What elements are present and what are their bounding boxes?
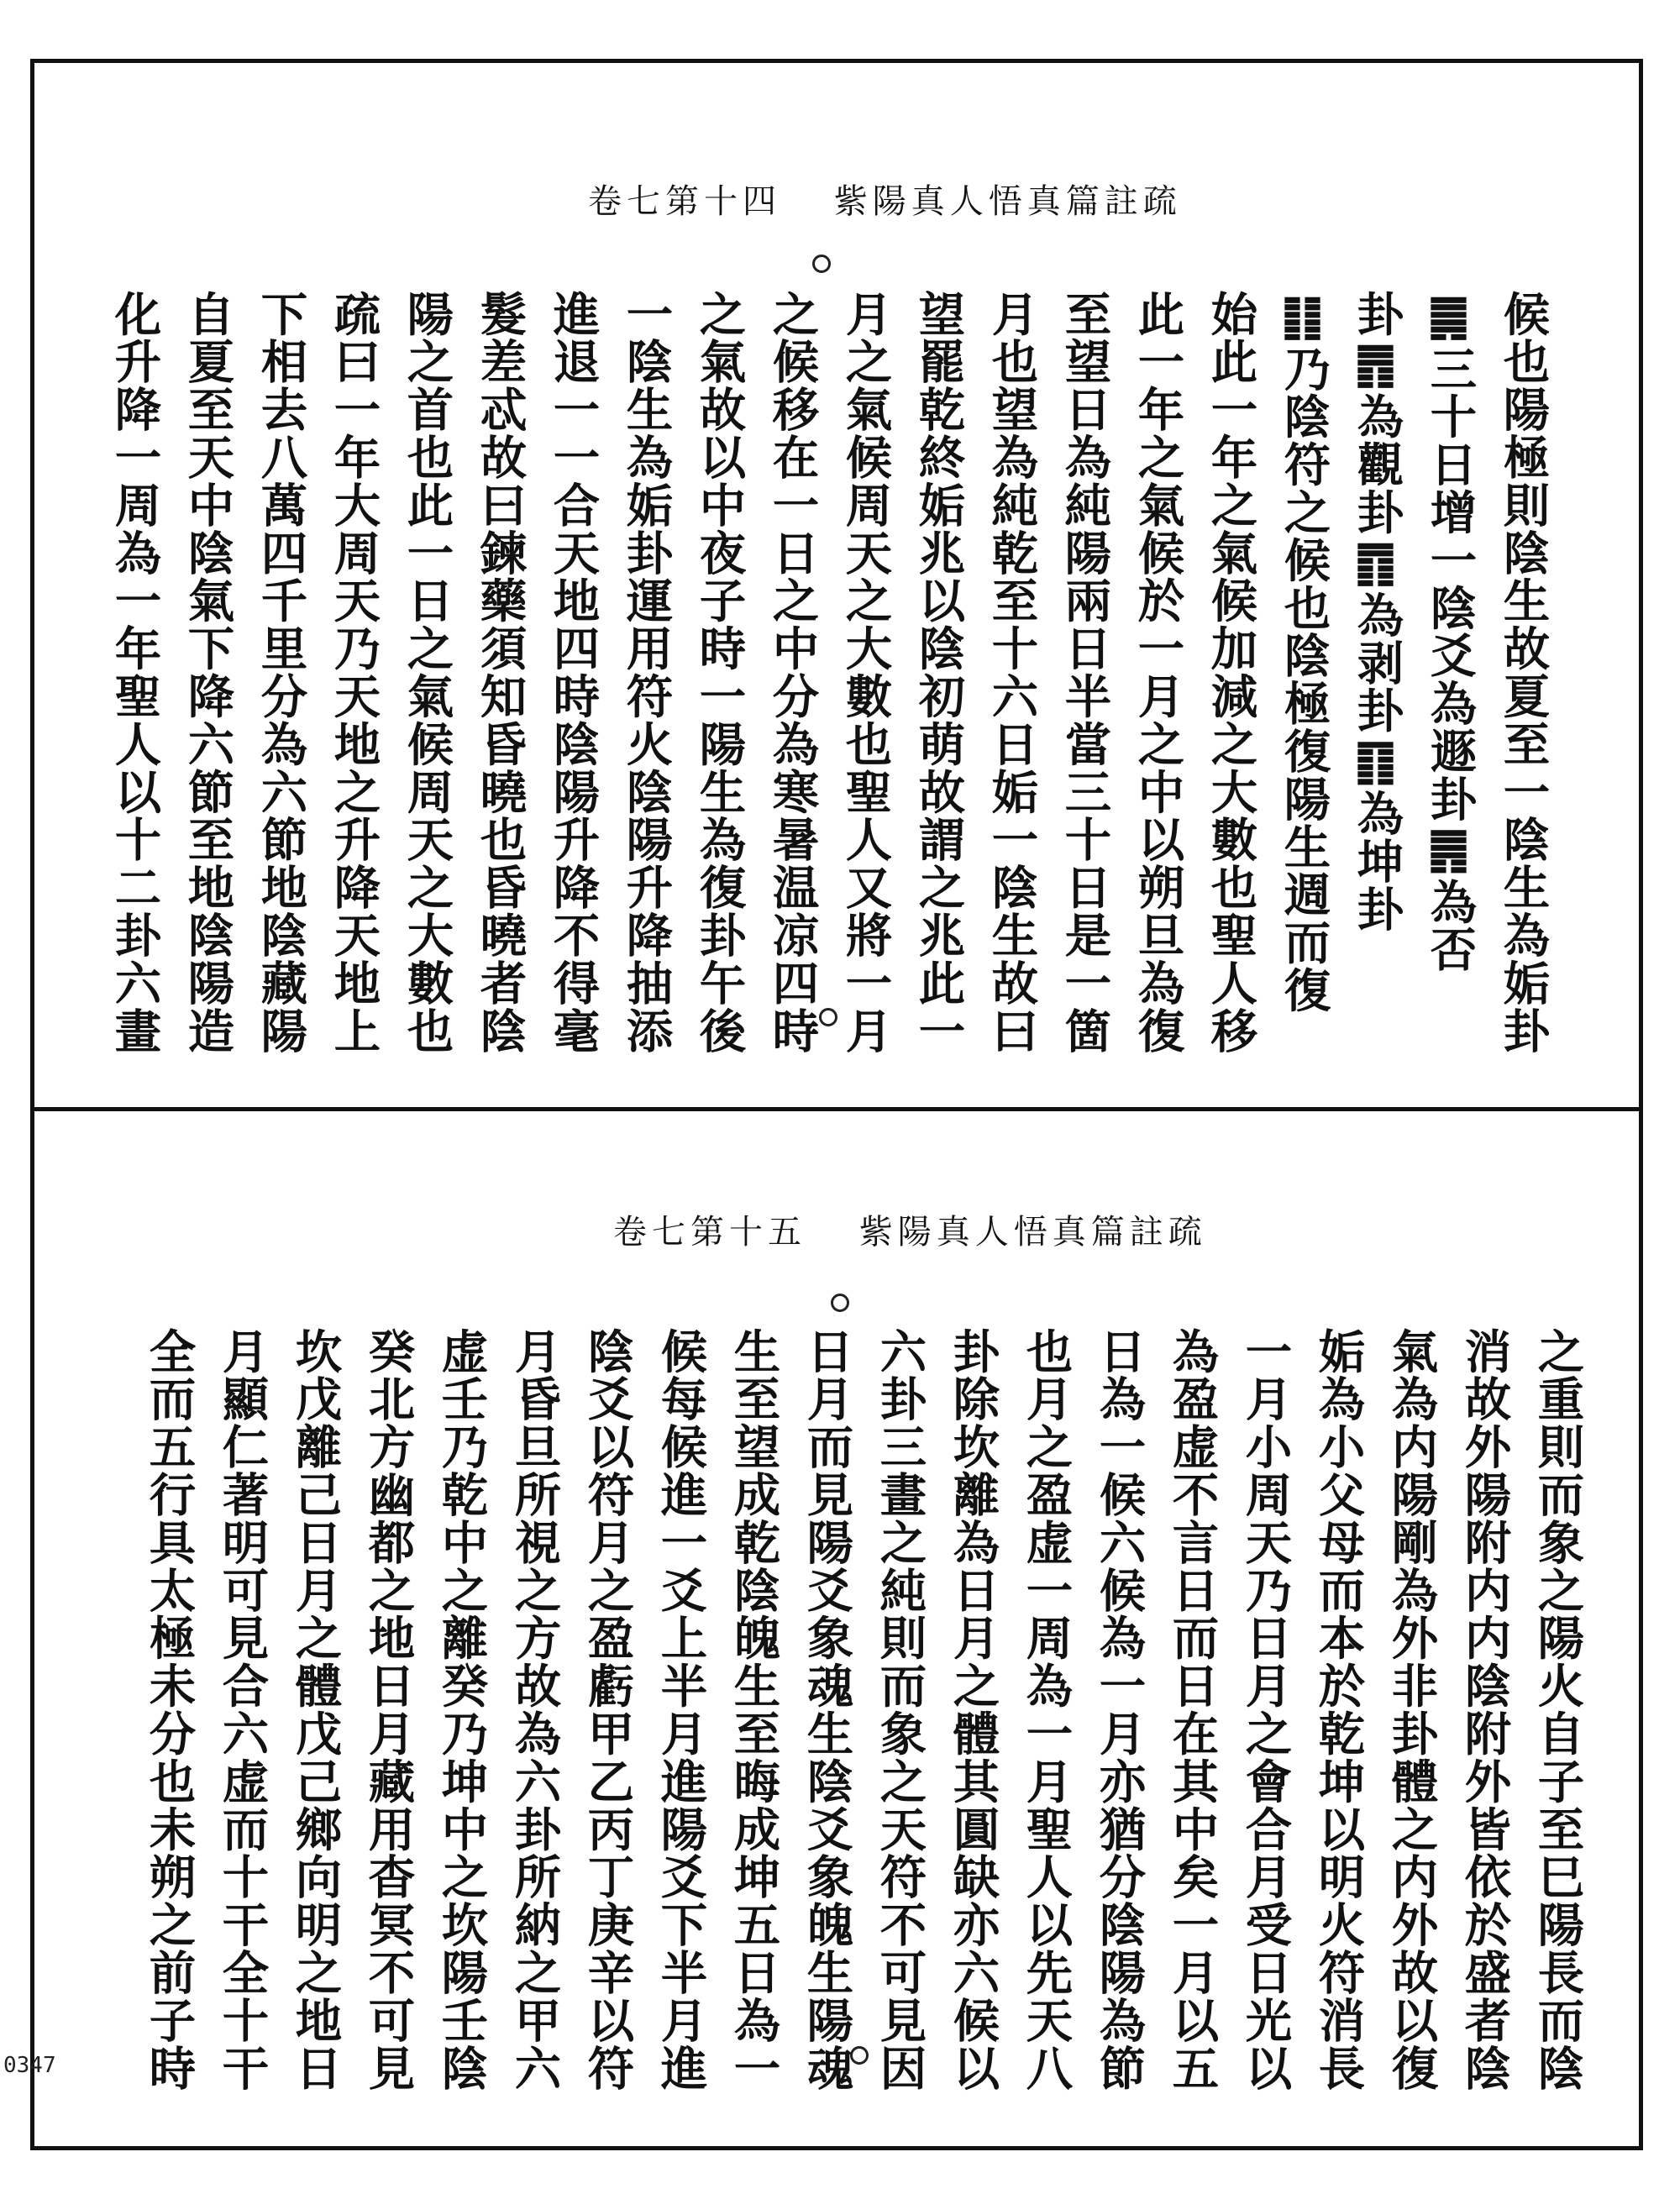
bottom-binding-hole xyxy=(831,1294,849,1312)
top-col-5: 始此一年之氣候加減之大數也聖人移 xyxy=(1202,290,1257,1055)
top-col-12: 之氣故以中夜子時一陽生為復卦午後 xyxy=(690,290,746,1055)
top-col-8: 月也望為純乾至十六日姤一陰生故曰 xyxy=(983,290,1038,1055)
panel-divider xyxy=(30,1107,1643,1111)
page-number: 0347 xyxy=(3,2053,56,2078)
bottom-col-1: 之重則而象之陽火自子至巳陽長而陰 xyxy=(1529,1327,1584,2092)
top-col-11: 之候移在一日之中分為寒暑温凉四時 xyxy=(764,290,819,1055)
bottom-col-2: 消故外陽附内内陰附外皆依於盛者陰 xyxy=(1456,1327,1511,2092)
bottom-col-13: 候每候進一爻上半月進陽爻下半月進 xyxy=(652,1327,707,2092)
bottom-header-title: 紫陽真人悟真篇註疏 xyxy=(858,1213,1207,1252)
top-col-19: 自夏至天中陰氣下降六節至地陰陽造 xyxy=(179,290,234,1055)
bottom-col-16: 虚壬乃乾中之離癸乃坤中之坎陽壬陰 xyxy=(433,1327,488,2092)
bottom-binding-hole-2 xyxy=(850,2046,869,2065)
top-binding-hole-2 xyxy=(819,1008,837,1026)
top-col-3: 卦䷋為觀卦䷓為剥卦䷖為坤卦 xyxy=(1348,290,1404,933)
top-col-17: 疏曰一年大周天乃天地之升降天地上 xyxy=(325,290,381,1055)
bottom-col-18: 坎戊離己日月之體戊己鄉向明之地日 xyxy=(286,1327,342,2092)
bottom-col-4: 姤為小父母而本於乾坤以明火符消長 xyxy=(1310,1327,1365,2092)
top-col-20: 化升降一周為一年聖人以十二卦六畫 xyxy=(106,290,161,1055)
bottom-col-10: 六卦三畫之純則而象之天符不可見因 xyxy=(871,1327,927,2092)
bottom-header-section: 卷七第十五 xyxy=(613,1213,806,1252)
top-col-1: 候也陽極則陰生故夏至一陰生為姤卦 xyxy=(1494,290,1550,1055)
bottom-col-14: 陰爻以符月之盈虧甲乙丙丁庚辛以符 xyxy=(579,1327,634,2092)
bottom-col-6: 為盈虚不言日而日在其中矣一月以五 xyxy=(1163,1327,1219,2092)
top-col-13: 一陰生為姤卦運用符火陰陽升降抽添 xyxy=(617,290,673,1055)
top-col-2: ䷫三十日增一陰爻為遯卦䷠為否 xyxy=(1421,290,1477,974)
top-header-section: 卷七第十四 xyxy=(588,182,781,221)
bottom-col-9: 卦除坎離為日月之體其圓缺亦六候以 xyxy=(944,1327,1000,2092)
top-col-14: 進退一一合天地四時陰陽升降不得毫 xyxy=(544,290,600,1055)
bottom-col-20: 全而五行具太極未分也未朔之前子時 xyxy=(140,1327,196,2092)
top-col-15: 髮差忒故曰鍊藥須知昏曉也昏曉者陰 xyxy=(471,290,527,1055)
bottom-col-3: 氣為内陽剛為外非卦體之内外故以復 xyxy=(1383,1327,1438,2092)
top-col-16: 陽之首也此一日之氣候周天之大數也 xyxy=(398,290,454,1055)
top-col-6: 此一年之氣候於一月之中以朔旦為復 xyxy=(1129,290,1184,1055)
top-header-title: 紫陽真人悟真篇註疏 xyxy=(833,182,1182,221)
bottom-col-15: 月昏旦所視之方故為六卦所納之甲六 xyxy=(506,1327,561,2092)
top-col-4: ䷁乃陰符之候也陰極復陽生週而復 xyxy=(1275,290,1331,1015)
top-col-9: 望罷乾終姤兆以陰初萌故謂之兆此一 xyxy=(910,290,965,1055)
bottom-col-17: 癸北方幽都之地日月藏用杳冥不可見 xyxy=(360,1327,415,2092)
top-col-7: 至望日為純陽兩日半當三十日是一箇 xyxy=(1056,290,1111,1055)
bottom-col-7: 日為一候六候為一月亦猶分陰陽為節 xyxy=(1090,1327,1146,2092)
top-binding-hole xyxy=(812,255,831,273)
bottom-col-12: 生至望成乾陰魄生至晦成坤五日為一 xyxy=(725,1327,780,2092)
top-col-18: 下相去八萬四千里分為六節地陰藏陽 xyxy=(252,290,307,1055)
bottom-col-8: 也月之盈虚一周為一月聖人以先天八 xyxy=(1017,1327,1073,2092)
bottom-col-5: 一月小周天乃日月之會合月受日光以 xyxy=(1236,1327,1292,2092)
top-col-10: 月之氣候周天之大數也聖人又將一月 xyxy=(837,290,892,1055)
bottom-running-header xyxy=(613,1205,1207,1253)
bottom-col-19: 月顯仁著明可見合六虚而十干全十干 xyxy=(213,1327,269,2092)
top-running-header xyxy=(588,175,1182,223)
bottom-col-11: 日月而見陽爻象魂生陰爻象魄生陽魂 xyxy=(798,1327,853,2092)
